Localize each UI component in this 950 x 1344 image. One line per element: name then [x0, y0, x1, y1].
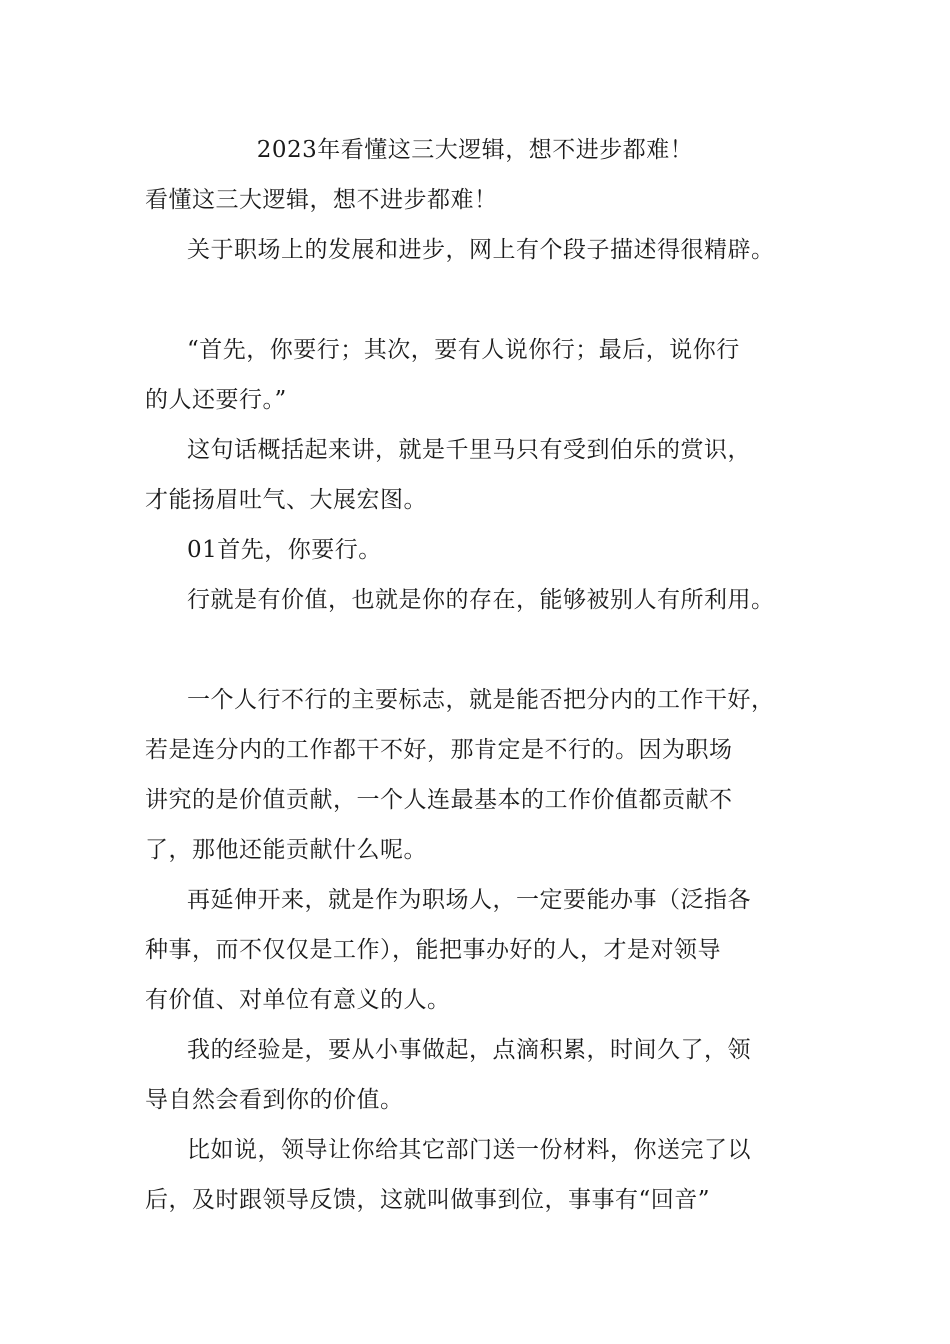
- paragraph-line: 讲究的是价值贡献，一个人连最基本的工作价值都贡献不: [145, 787, 733, 813]
- paragraph-line: 关于职场上的发展和进步，网上有个段子描述得很精辟。: [187, 237, 775, 263]
- section-heading: 01首先，你要行。: [187, 537, 382, 563]
- paragraph-line: 有价值、对单位有意义的人。: [145, 987, 451, 1013]
- paragraph-line: 若是连分内的工作都干不好，那肯定是不行的。因为职场: [145, 737, 733, 763]
- paragraph-line: 比如说，领导让你给其它部门送一份材料，你送完了以: [187, 1137, 751, 1163]
- paragraph-line: 这句话概括起来讲，就是千里马只有受到伯乐的赏识，: [187, 437, 751, 463]
- paragraph-line: 的人还要行。”: [145, 387, 287, 413]
- paragraph-line: “首先，你要行；其次，要有人说你行；最后，说你行: [187, 337, 740, 363]
- paragraph-line: 种事，而不仅仅是工作），能把事办好的人，才是对领导: [145, 937, 721, 963]
- paragraph-line: 了，那他还能贡献什么呢。: [145, 837, 427, 863]
- paragraph-line: 后，及时跟领导反馈，这就叫做事到位，事事有“回音”: [145, 1187, 711, 1213]
- document-title: 2023年看懂这三大逻辑，想不进步都难！: [256, 137, 694, 163]
- paragraph-line: 再延伸开来，就是作为职场人，一定要能办事（泛指各: [187, 887, 751, 913]
- paragraph-line: 我的经验是，要从小事做起，点滴积累，时间久了，领: [187, 1037, 751, 1063]
- paragraph-line: 才能扬眉吐气、大展宏图。: [145, 487, 427, 513]
- paragraph-line: 导自然会看到你的价值。: [145, 1087, 404, 1113]
- paragraph-line: 一个人行不行的主要标志，就是能否把分内的工作干好，: [187, 687, 775, 713]
- subtitle-line: 看懂这三大逻辑，想不进步都难！: [145, 187, 498, 213]
- paragraph-line: 行就是有价值，也就是你的存在，能够被别人有所利用。: [187, 587, 775, 613]
